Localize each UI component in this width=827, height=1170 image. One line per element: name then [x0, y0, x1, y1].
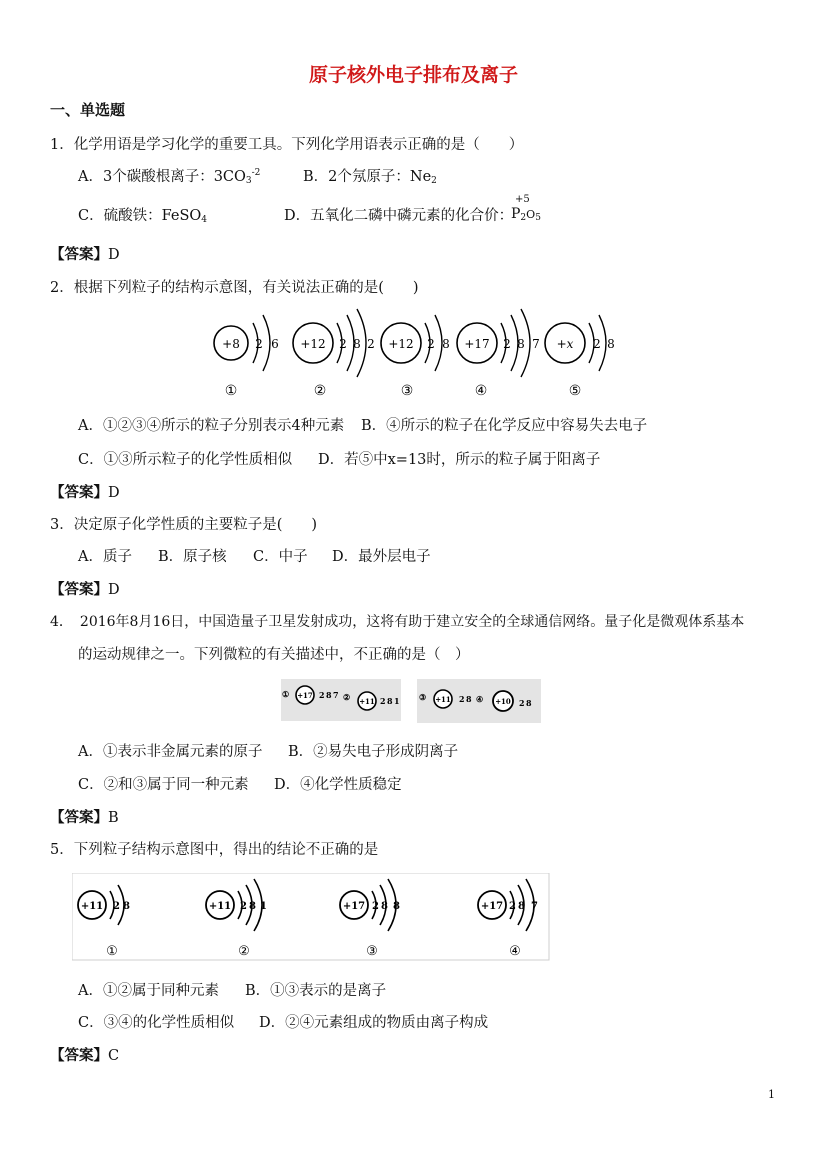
- q4-nucleus-1: +17: [297, 691, 313, 700]
- q2-shell-2-1: 2: [339, 337, 347, 351]
- answer-label: 【答案】: [50, 810, 108, 826]
- answer-label: 【答案】: [50, 1048, 108, 1064]
- q4-answer: [50, 806, 119, 827]
- q4-option-a: A．①表示非金属元素的原子: [78, 744, 263, 760]
- q1-a-sup: -2: [251, 168, 261, 178]
- q1-d-formula: [511, 193, 541, 225]
- q5-shell-3-3: 8: [393, 901, 400, 912]
- q4-stem-line1: 4． 2016年8月16日，中国造量子卫星发射成功，这将有助于建立安全的全球通信网络。量子化是微观体系基本: [50, 614, 745, 630]
- q4-label-2: ②: [343, 692, 351, 702]
- q5-nucleus-3: +17: [342, 901, 366, 912]
- answer-label: 【答案】: [50, 247, 108, 263]
- q1-d-p: P: [511, 206, 521, 222]
- q3-answer: [50, 578, 120, 599]
- q1-d-text: D．五氧化二磷中磷元素的化合价：: [284, 208, 514, 224]
- q4-shell-4-2: 8: [526, 698, 532, 708]
- q1-a-text: A．3个碳酸根离子：3CO: [78, 169, 246, 185]
- q4-option-b: B．②易失电子形成阴离子: [288, 744, 459, 760]
- q1-option-c: [78, 204, 207, 225]
- q5-option-a: A．①②属于同种元素: [78, 983, 219, 999]
- q4-nucleus-4: +10: [495, 697, 511, 706]
- q2-label-1: ①: [224, 383, 238, 399]
- q4-option-d: D．④化学性质稳定: [274, 777, 402, 793]
- q5-answer: [50, 1044, 119, 1065]
- q4-nucleus-3: +11: [435, 695, 451, 704]
- q5-option-b: B．①③表示的是离子: [245, 983, 387, 999]
- q2-nucleus-4: +17: [464, 337, 490, 351]
- q5-nucleus-2: +11: [208, 901, 232, 912]
- q5-shell-2-1: 2: [240, 901, 247, 912]
- q5-label-2: ②: [238, 944, 250, 959]
- q2-shell-5-2: 8: [607, 337, 615, 351]
- q2-nucleus-5: +x: [556, 337, 574, 351]
- answer-label: 【答案】: [50, 582, 108, 598]
- q5-shell-2-2: 8: [249, 901, 256, 912]
- q4-shell-2-3: 1: [394, 696, 400, 706]
- q4-shell-4-1: 2: [519, 698, 525, 708]
- q5-answer-value: C: [108, 1048, 120, 1064]
- q5-shell-3-2: 8: [381, 901, 388, 912]
- page-number: 1: [768, 1088, 775, 1101]
- q4-shell-1-3: 7: [333, 690, 339, 700]
- q1-c-text: C．硫酸铁：FeSO: [78, 208, 202, 224]
- q5-nucleus-4: +17: [480, 901, 504, 912]
- q5-label-4: ④: [509, 944, 521, 959]
- q1-a-sub: 3: [245, 176, 252, 186]
- q5-stem: 5．下列粒子结构示意图中，得出的结论不正确的是: [50, 842, 379, 858]
- q4-label-1: ①: [282, 689, 290, 699]
- q2-shell-1-2: 6: [271, 337, 279, 351]
- q2-answer-value: D: [108, 485, 120, 501]
- q4-shell-3-1: 2: [459, 694, 465, 704]
- q1-option-a: [78, 165, 260, 186]
- q3-answer-value: D: [108, 582, 120, 598]
- q2-shell-4-2: 8: [517, 337, 525, 351]
- q2-shell-4-1: 2: [503, 337, 511, 351]
- q2-stem: 2．根据下列粒子的结构示意图，有关说法正确的是( ): [50, 280, 419, 296]
- q2-shell-4-3: 7: [532, 337, 540, 351]
- q4-shell-1-2: 8: [326, 690, 332, 700]
- q5-shell-4-2: 8: [518, 901, 525, 912]
- q5-shell-1-1: 2: [113, 901, 120, 912]
- q1-d-charge: +5: [515, 194, 530, 205]
- section-heading: 一、单选题: [50, 101, 126, 119]
- q1-stem: 1．化学用语是学习化学的重要工具。下列化学用语表示正确的是（ ）: [50, 137, 524, 153]
- q3-option-c: C．中子: [253, 549, 308, 565]
- q5-particle-3: [340, 879, 400, 959]
- q4-structure-diagrams: [281, 677, 543, 725]
- q1-option-b: [303, 165, 437, 186]
- q3-stem: 3．决定原子化学性质的主要粒子是( ): [50, 517, 318, 533]
- q5-shell-2-3: 1: [260, 901, 267, 912]
- q2-shell-5-1: 2: [593, 337, 601, 351]
- q2-particle-3: [381, 315, 450, 399]
- q2-nucleus-2: +12: [300, 337, 326, 351]
- q2-shell-3-2: 8: [442, 337, 450, 351]
- q4-label-4: ④: [476, 694, 484, 704]
- q2-option-a: A．①②③④所示的粒子分别表示4种元素: [78, 418, 345, 434]
- q3-option-b: B．原子核: [158, 549, 227, 565]
- q5-particle-4: [478, 879, 538, 959]
- q2-particle-1: [214, 315, 279, 399]
- q1-option-d: [284, 204, 513, 225]
- q5-label-3: ③: [366, 944, 378, 959]
- q5-particle-1: [78, 885, 130, 959]
- q4-shell-1-1: 2: [319, 690, 325, 700]
- q4-shell-3-2: 8: [466, 694, 472, 704]
- q3-option-d: D．最外层电子: [332, 549, 431, 565]
- q1-d-o: O: [526, 208, 536, 221]
- q2-particle-4: [457, 309, 540, 399]
- q2-shell-3-1: 2: [427, 337, 435, 351]
- q2-shell-2-2: 8: [353, 337, 361, 351]
- q2-particle-5: [545, 315, 615, 399]
- q5-nucleus-1: +11: [80, 901, 104, 912]
- q1-answer: [50, 243, 120, 264]
- q1-b-sub: 2: [431, 176, 437, 186]
- answer-label: 【答案】: [50, 485, 108, 501]
- q5-structure-diagrams: [72, 873, 550, 961]
- q4-answer-value: B: [108, 810, 119, 826]
- q1-c-sub: 4: [201, 215, 207, 225]
- q2-structure-diagrams: [205, 303, 625, 403]
- q1-d-p-sub: 2: [520, 213, 527, 223]
- q2-particle-2: [293, 309, 375, 399]
- q5-shell-3-1: 2: [372, 901, 379, 912]
- q5-option-d: D．②④元素组成的物质由离子构成: [259, 1015, 489, 1031]
- page-title: 原子核外电子排布及离子: [308, 64, 518, 86]
- q2-option-c: C．①③所示粒子的化学性质相似: [78, 452, 293, 468]
- q4-nucleus-2: +11: [359, 697, 375, 706]
- q5-shell-1-2: 8: [123, 901, 130, 912]
- q2-label-5: ⑤: [568, 383, 582, 399]
- q5-particle-2: [206, 879, 267, 959]
- q2-label-4: ④: [474, 383, 488, 399]
- q2-label-3: ③: [400, 383, 414, 399]
- q4-label-3: ③: [419, 692, 427, 702]
- q2-answer: [50, 481, 120, 502]
- q5-shell-4-3: 7: [531, 901, 538, 912]
- q4-option-c: C．②和③属于同一种元素: [78, 777, 249, 793]
- q4-stem-line2: 的运动规律之一。下列微粒的有关描述中，不正确的是（ ）: [78, 647, 470, 663]
- q2-option-d: D．若⑤中x=13时，所示的粒子属于阳离子: [318, 452, 601, 468]
- q1-d-o-sub: 5: [535, 213, 541, 223]
- q2-nucleus-1: +8: [222, 337, 240, 351]
- q5-label-1: ①: [106, 944, 118, 959]
- q2-shell-2-3: 2: [367, 337, 375, 351]
- q4-shell-2-1: 2: [380, 696, 386, 706]
- q5-option-c: C．③④的化学性质相似: [78, 1015, 235, 1031]
- q2-option-b: B．④所示的粒子在化学反应中容易失去电子: [361, 418, 648, 434]
- q3-option-a: A．质子: [78, 549, 132, 565]
- q4-shell-2-2: 8: [387, 696, 393, 706]
- q2-nucleus-3: +12: [388, 337, 414, 351]
- q2-label-2: ②: [313, 383, 327, 399]
- q1-b-text: B．2个氖原子：Ne: [303, 169, 432, 185]
- q5-shell-4-1: 2: [509, 901, 516, 912]
- q1-answer-value: D: [108, 247, 120, 263]
- q2-shell-1-1: 2: [255, 337, 263, 351]
